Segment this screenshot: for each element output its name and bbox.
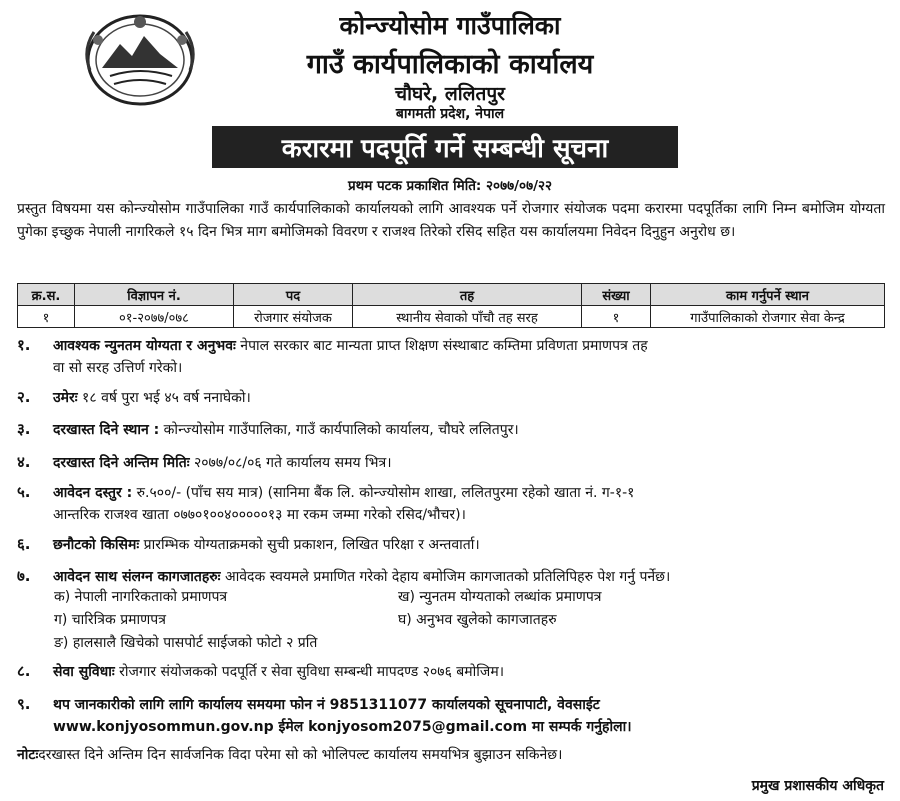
item-number: ७.	[17, 567, 31, 585]
item-number: १.	[17, 336, 31, 354]
item-label: दरखास्त दिने स्थान :	[53, 422, 160, 438]
col-header-level: तह	[353, 284, 582, 306]
item-text: रोजगार संयोजकको पदपूर्ति र सेवा सुविधा सम्बन्धी मापदण्ड २०७६ बमोजिम।	[114, 664, 504, 680]
item-number: ६.	[17, 535, 31, 553]
col-header-workplace: काम गर्नुपर्ने स्थान	[651, 284, 885, 306]
intro-paragraph: प्रस्तुत विषयमा यस कोन्ज्योसोम गाउँपालिका गाउँ कार्यपालिकाको कार्यालयको लागि आवश्यक पर्ने रोजगार संयोजक पदमा करारमा पदपूर्तिका लागि निम्न बमोजिम योग्यता पुगेका इच्छुक नेपाली नागरिकले १५ दिन भित्र माग बमोजिमको विवरण र राजश्व तिरेको रसिद सहित यस कार्यालयमा निवेदन दिनुहुन अनुरोध छ।	[17, 201, 885, 240]
list-item-age	[17, 386, 889, 409]
item-text: नेपाल सरकार बाट मान्यता प्राप्त शिक्षण संस्थाबाट कम्तिमा प्रविणता प्रमाणपत्र तह	[235, 338, 648, 354]
item-label: दरखास्त दिने अन्तिम मितिः	[53, 455, 190, 471]
doc-item-photo: ङ) हालसालै खिचेको पासपोर्ट साईजको फोटो २ प्रति	[54, 635, 318, 651]
item-continuation: आन्तरिक राजश्व खाता ०७७०१००४०००००१३ मा रकम जम्मा गरेको रसिद/भौचर)।	[53, 507, 466, 523]
municipality-name: कोन्ज्योसोम गाउँपालिका	[339, 11, 561, 40]
item-number: २.	[17, 388, 31, 406]
list-item-facilities	[17, 660, 889, 683]
item-text: प्रारम्भिक योग्यताक्रमको सुची प्रकाशन, लिखित परिक्षा र अन्तवार्ता।	[139, 537, 480, 553]
note-text: दरखास्त दिने अन्तिम दिन सार्वजनिक विदा परेमा सो को भोलिपल्ट कार्यालय समयभित्र बुझाउन सकिनेछ।	[38, 747, 563, 763]
item-text: आवेदक स्वयमले प्रमाणित गरेको देहाय बमोजिम कागजातको प्रतिलिपिहरु पेश गर्नु पर्नेछ।	[220, 569, 671, 585]
col-header-post: पद	[234, 284, 353, 306]
table-row	[18, 306, 885, 328]
note-label: नोटः	[17, 747, 39, 763]
list-item-contact	[17, 693, 889, 738]
item-label: सेवा सुविधाः	[53, 664, 115, 680]
item-label: उमेरः	[53, 390, 78, 406]
item-text: थप जानकारीको लागि लागि कार्यालय समयमा फोन नं 9851311077 कार्यालयको सूचनापाटी, वेवसाईट	[53, 697, 600, 713]
list-item-selection	[17, 533, 889, 556]
item-text: १८ वर्ष पुरा भई ४५ वर्ष ननाघेको।	[77, 390, 251, 406]
col-header-advert-no: विज्ञापन नं.	[75, 284, 234, 306]
table-cell: स्थानीय सेवाको पाँचौ तह सरह	[353, 306, 582, 328]
item-number: ९.	[17, 695, 31, 713]
notice-title: करारमा पदपूर्ति गर्ने सम्बन्धी सूचना	[212, 126, 678, 168]
table-cell: गाउँपालिकाको रोजगार सेवा केन्द्र	[651, 306, 885, 328]
vacancy-table	[17, 283, 885, 328]
item-number: ३.	[17, 420, 31, 438]
item-number: ८.	[17, 662, 31, 680]
item-label: आवश्यक न्युनतम योग्यता र अनुभवः	[53, 338, 236, 354]
item-label: आवेदन दस्तुर :	[53, 485, 133, 501]
table-cell: ०१-२०७७/०७८	[75, 306, 234, 328]
item-number: ५.	[17, 483, 31, 501]
item-label: छनौटको किसिमः	[53, 537, 140, 553]
item-continuation: वा सो सरह उत्तिर्ण गरेको।	[53, 360, 183, 376]
table-cell: रोजगार संयोजक	[234, 306, 353, 328]
list-item-qualification	[17, 334, 889, 379]
item-text: कोन्ज्योसोम गाउँपालिका, गाउँ कार्यपालिको कार्यालय, चौघरे ललितपुर।	[159, 422, 519, 438]
office-location: चौघरे, ललितपुर	[395, 83, 505, 105]
list-item-fee	[17, 481, 889, 526]
office-name: गाउँ कार्यपालिकाको कार्यालय	[306, 49, 594, 80]
doc-item-experience: घ) अनुभव खुलेको कागजातहरु	[398, 612, 557, 628]
col-header-sn: क्र.स.	[18, 284, 75, 306]
item-continuation: www.konjyosommun.gov.np ईमेल konjyosom2075@gmail.com मा सम्पर्क गर्नुहोला।	[53, 719, 632, 735]
item-text: २०७७/०८/०६ गते कार्यालय समय भित्र।	[189, 455, 392, 471]
doc-item-character: ग) चारित्रिक प्रमाणपत्र	[54, 612, 166, 628]
item-label: आवेदन साथ संलग्न कागजातहरुः	[53, 569, 221, 585]
col-header-count: संख्या	[582, 284, 651, 306]
doc-item-citizenship: क) नेपाली नागरिकताको प्रमाणपत्र	[54, 589, 228, 605]
signature-title: प्रमुख प्रशासकीय अधिकृत	[751, 778, 884, 794]
note	[17, 744, 889, 766]
table-cell: १	[582, 306, 651, 328]
doc-item-marksheet: ख) न्युनतम योग्यताको लब्धांक प्रमाणपत्र	[398, 589, 602, 605]
item-text: रु.५००/- (पाँच सय मात्र) (सानिमा बैंक लि. कोन्ज्योसोम शाखा, ललितपुरमा रहेको खाता नं. ग-१-१	[132, 485, 635, 501]
item-number: ४.	[17, 453, 31, 471]
list-item-documents	[17, 565, 889, 588]
province: बागमती प्रदेश, नेपाल	[395, 106, 505, 122]
table-cell: १	[18, 306, 75, 328]
published-date: प्रथम पटक प्रकाशित मिति: २०७७/०७/२२	[347, 178, 553, 194]
list-item-deadline	[17, 451, 889, 474]
list-item-location	[17, 418, 889, 441]
table-header-row	[18, 284, 885, 306]
